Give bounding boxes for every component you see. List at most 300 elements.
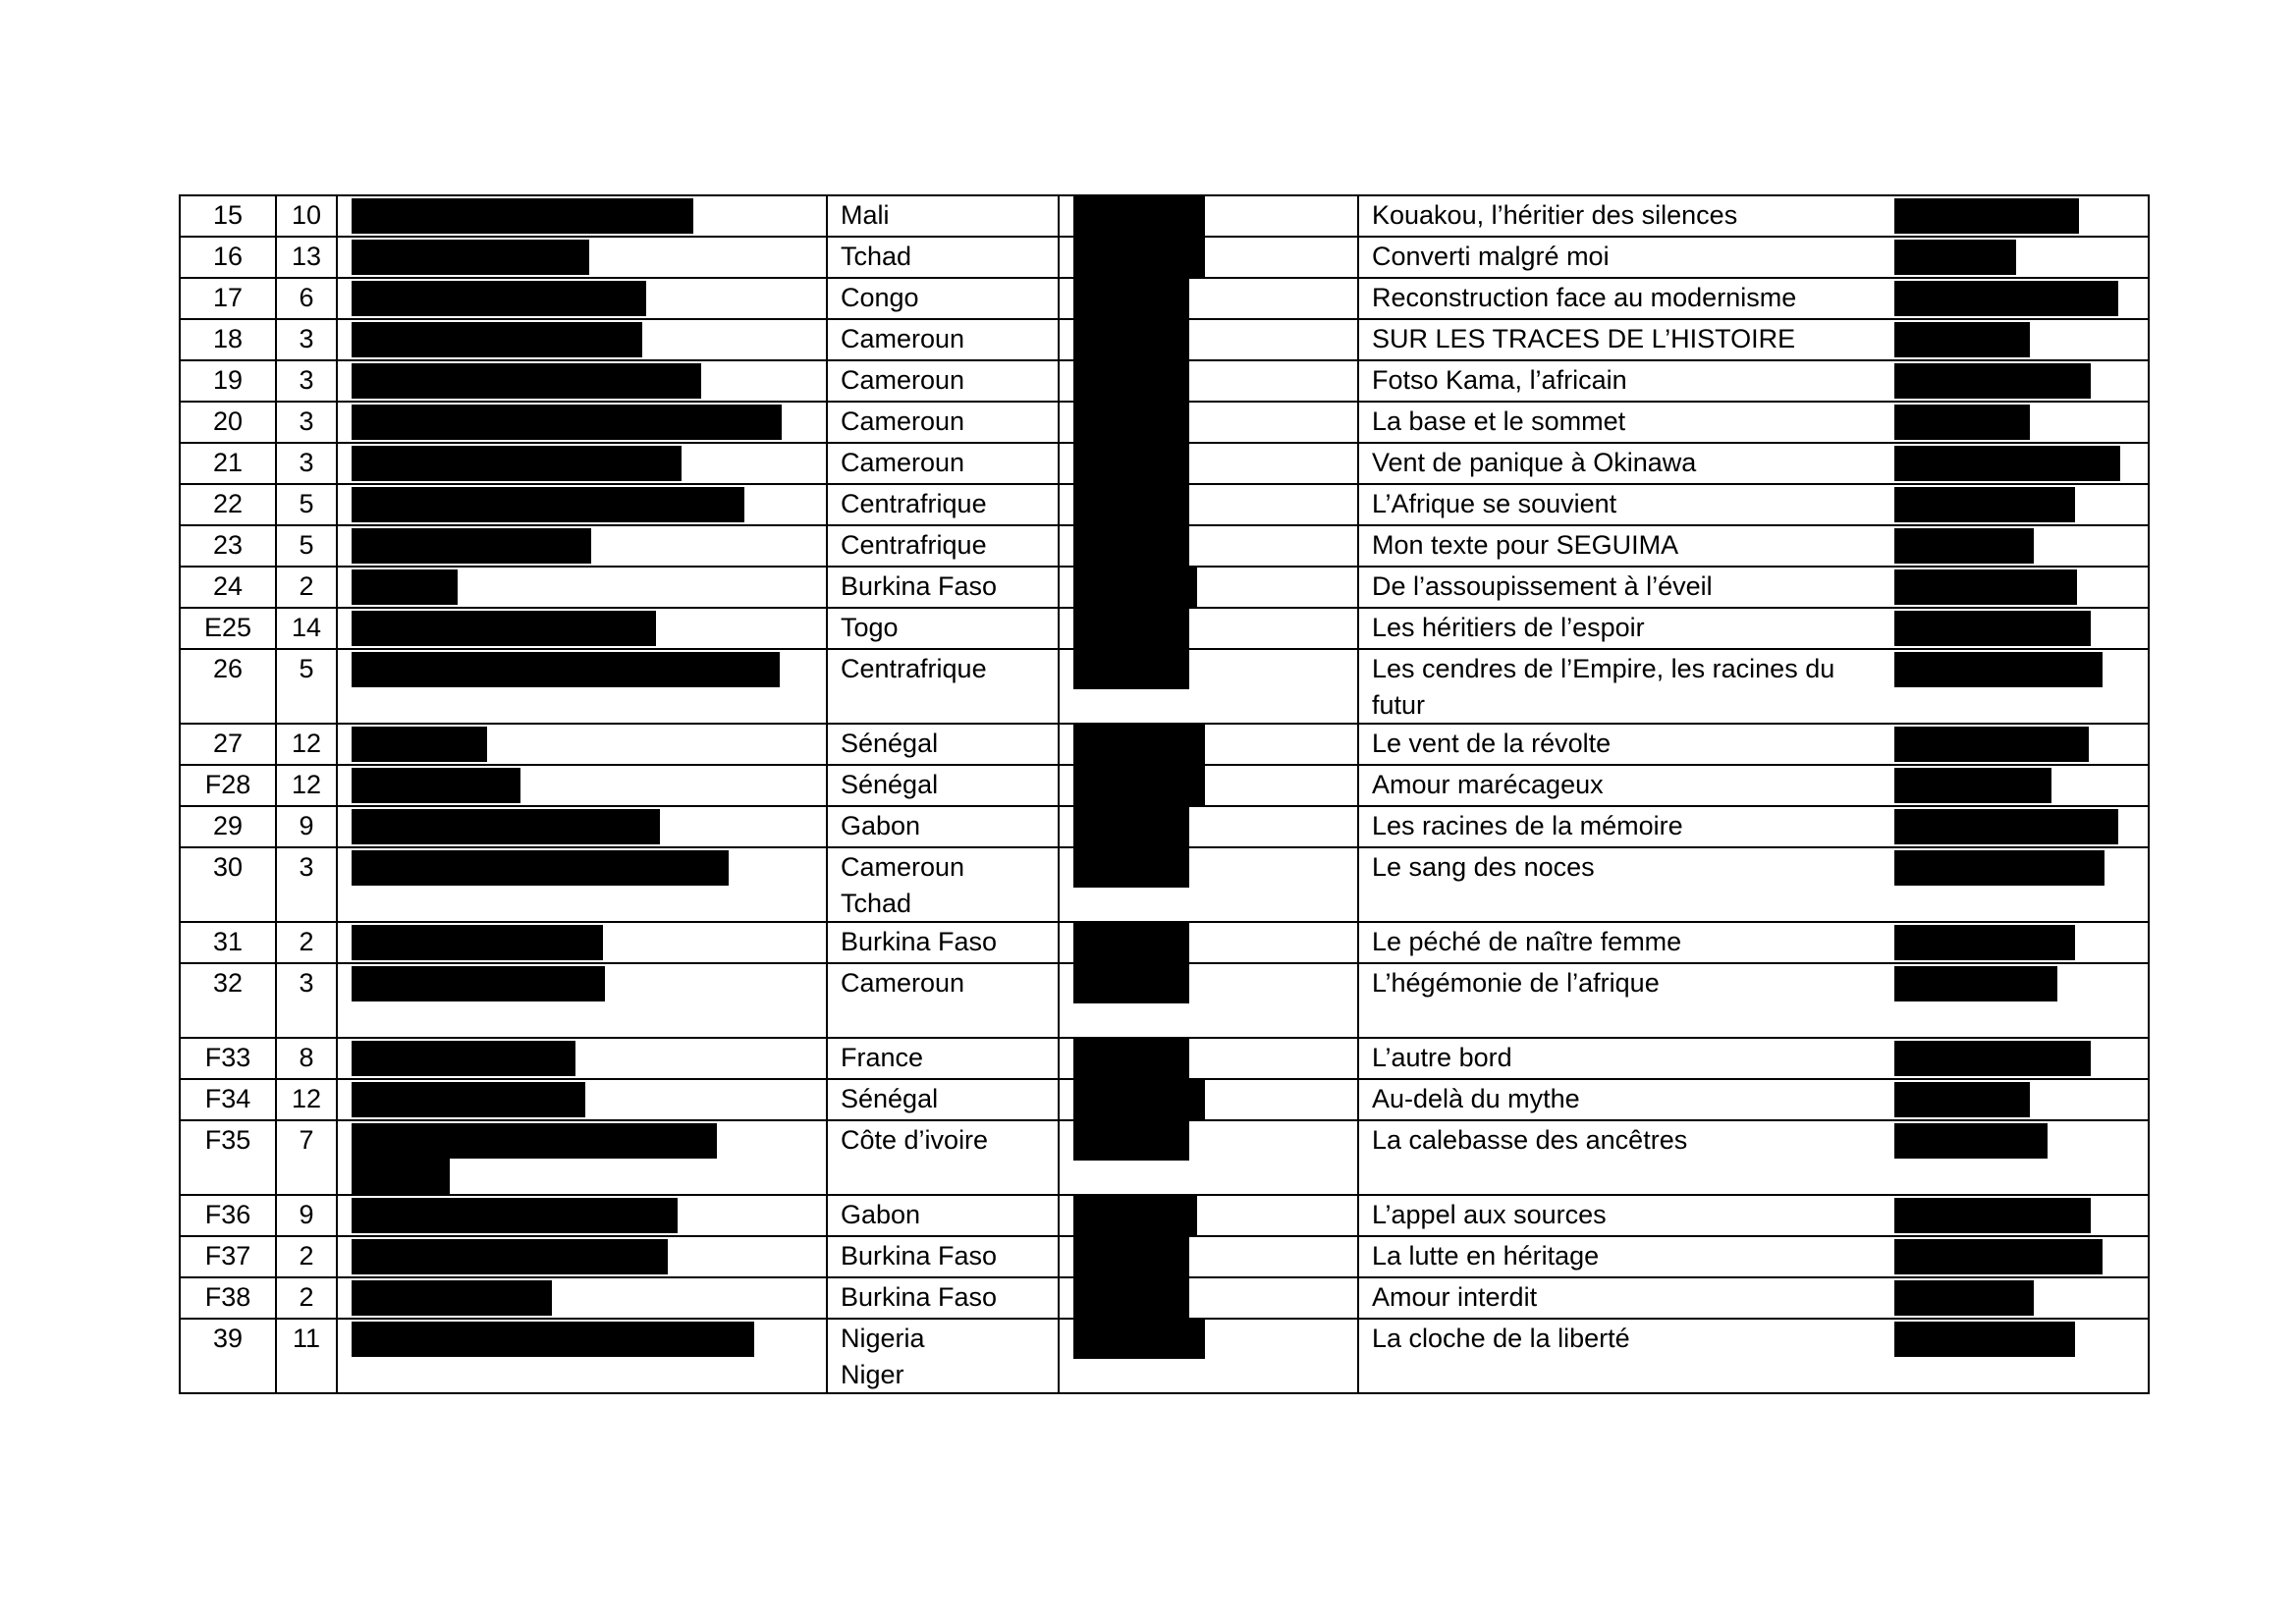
entry-number-cell bbox=[179, 279, 275, 318]
title-cell bbox=[1357, 923, 2150, 962]
redacted-id-cell bbox=[1058, 1278, 1357, 1318]
table-row bbox=[179, 1318, 2150, 1394]
entry-number: 31 bbox=[212, 927, 244, 956]
entry-number-cell bbox=[179, 848, 275, 921]
entry-number-cell bbox=[179, 403, 275, 442]
redaction-block bbox=[1073, 1196, 1197, 1237]
country-name: Burkina Faso bbox=[841, 927, 998, 956]
redaction-block bbox=[1073, 1237, 1189, 1278]
title-cell bbox=[1357, 1320, 2150, 1392]
country-cell bbox=[826, 320, 1058, 359]
redaction-block bbox=[352, 446, 682, 481]
redaction-block bbox=[1073, 361, 1189, 403]
table-row bbox=[179, 607, 2150, 648]
country-name: Tchad bbox=[841, 242, 912, 271]
redaction-block bbox=[1073, 279, 1189, 320]
entry-title: La calebasse des ancêtres bbox=[1372, 1125, 1688, 1155]
entry-number: 19 bbox=[212, 365, 244, 395]
redaction-block bbox=[1894, 809, 2118, 844]
redaction-block bbox=[1894, 1082, 2030, 1117]
redaction-block bbox=[1073, 923, 1189, 964]
entry-number-cell bbox=[179, 964, 275, 1037]
table-row bbox=[179, 318, 2150, 359]
country-name: Burkina Faso bbox=[841, 571, 998, 601]
title-cell bbox=[1357, 238, 2150, 277]
entry-count-cell bbox=[275, 1278, 336, 1318]
redaction-block bbox=[352, 966, 605, 1001]
entry-title: Les héritiers de l’espoir bbox=[1372, 613, 1645, 642]
entry-number: 17 bbox=[212, 283, 244, 312]
redaction-block bbox=[352, 322, 642, 357]
country-name: France bbox=[841, 1043, 924, 1072]
country-cell bbox=[826, 279, 1058, 318]
entry-count-cell bbox=[275, 526, 336, 566]
redacted-name-cell bbox=[336, 1237, 826, 1276]
entry-count: 5 bbox=[299, 530, 314, 560]
country-name: Sénégal bbox=[841, 770, 939, 799]
entry-number: 21 bbox=[212, 448, 244, 477]
redaction-block bbox=[1894, 966, 2057, 1001]
redaction-block bbox=[1073, 725, 1205, 766]
title-cell bbox=[1357, 485, 2150, 524]
redaction-block bbox=[1073, 609, 1189, 650]
title-cell bbox=[1357, 403, 2150, 442]
redacted-name-cell bbox=[336, 650, 826, 723]
redacted-id-cell bbox=[1058, 444, 1357, 483]
redacted-id-cell bbox=[1058, 361, 1357, 401]
redacted-id-cell bbox=[1058, 1121, 1357, 1194]
redacted-name-cell bbox=[336, 444, 826, 483]
entry-count-cell bbox=[275, 1320, 336, 1392]
redacted-name-cell bbox=[336, 807, 826, 846]
redacted-id-cell bbox=[1058, 1320, 1357, 1392]
country-cell bbox=[826, 1039, 1058, 1078]
redaction-block bbox=[352, 281, 646, 316]
entry-count: 8 bbox=[299, 1043, 314, 1072]
entry-number-cell bbox=[179, 1278, 275, 1318]
table-row bbox=[179, 846, 2150, 921]
entry-count-cell bbox=[275, 1080, 336, 1119]
redacted-name-cell bbox=[336, 964, 826, 1037]
entry-count-cell bbox=[275, 485, 336, 524]
entry-number: F36 bbox=[204, 1200, 251, 1229]
redaction-block bbox=[1073, 964, 1189, 1003]
redaction-block bbox=[352, 1322, 754, 1357]
country-name: Burkina Faso bbox=[841, 1282, 998, 1312]
country-cell bbox=[826, 403, 1058, 442]
entry-count-cell bbox=[275, 196, 336, 236]
country-name: Tchad bbox=[841, 889, 912, 918]
table-row bbox=[179, 1235, 2150, 1276]
entry-number-cell bbox=[179, 568, 275, 607]
title-cell bbox=[1357, 1237, 2150, 1276]
entry-count: 3 bbox=[299, 852, 314, 882]
entry-count-cell bbox=[275, 609, 336, 648]
entry-number: F33 bbox=[204, 1043, 251, 1072]
redaction-block bbox=[1894, 198, 2079, 234]
redaction-block bbox=[1894, 611, 2091, 646]
title-cell bbox=[1357, 609, 2150, 648]
table-row bbox=[179, 401, 2150, 442]
redaction-block bbox=[1073, 1278, 1189, 1320]
entry-number-cell bbox=[179, 609, 275, 648]
country-cell bbox=[826, 923, 1058, 962]
country-cell bbox=[826, 1278, 1058, 1318]
country-name: Côte d’ivoire bbox=[841, 1125, 989, 1155]
country-cell bbox=[826, 485, 1058, 524]
redaction-block bbox=[1894, 569, 2077, 605]
country-cell bbox=[826, 807, 1058, 846]
entry-title: Vent de panique à Okinawa bbox=[1372, 448, 1697, 477]
redaction-block bbox=[1894, 405, 2030, 440]
entry-count: 12 bbox=[291, 729, 322, 758]
redaction-block bbox=[352, 727, 487, 762]
redaction-block bbox=[352, 925, 603, 960]
redaction-block bbox=[1073, 238, 1205, 279]
entry-number-cell bbox=[179, 1039, 275, 1078]
redaction-block bbox=[352, 1198, 678, 1233]
table-row bbox=[179, 566, 2150, 607]
entry-title: Fotso Kama, l’africain bbox=[1372, 365, 1627, 395]
title-cell bbox=[1357, 964, 2150, 1037]
entry-count: 2 bbox=[299, 571, 314, 601]
redacted-id-cell bbox=[1058, 403, 1357, 442]
redaction-block bbox=[1073, 807, 1189, 848]
redaction-block bbox=[1894, 1198, 2091, 1233]
title-cell bbox=[1357, 196, 2150, 236]
entry-title: SUR LES TRACES DE L’HISTOIRE bbox=[1372, 324, 1796, 353]
redaction-block bbox=[1894, 1239, 2103, 1274]
title-cell bbox=[1357, 1278, 2150, 1318]
country-name: Sénégal bbox=[841, 729, 939, 758]
redacted-name-cell bbox=[336, 725, 826, 764]
entry-count-cell bbox=[275, 1121, 336, 1194]
entry-number: 32 bbox=[212, 968, 244, 998]
redaction-block bbox=[352, 198, 693, 234]
country-name: Cameroun bbox=[841, 406, 965, 436]
entry-number: 26 bbox=[212, 654, 244, 683]
redaction-block bbox=[1894, 1280, 2034, 1316]
country-name: Cameroun bbox=[841, 968, 965, 998]
entry-number: 20 bbox=[212, 406, 244, 436]
redaction-block bbox=[1073, 196, 1205, 238]
redaction-block bbox=[352, 1159, 450, 1194]
country-name: Togo bbox=[841, 613, 899, 642]
redacted-name-cell bbox=[336, 320, 826, 359]
redacted-id-cell bbox=[1058, 568, 1357, 607]
redaction-block bbox=[1073, 848, 1189, 888]
entry-count-cell bbox=[275, 279, 336, 318]
country-name: Congo bbox=[841, 283, 919, 312]
entry-number: 22 bbox=[212, 489, 244, 518]
redacted-name-cell bbox=[336, 848, 826, 921]
redaction-block bbox=[352, 809, 660, 844]
country-cell bbox=[826, 650, 1058, 723]
entry-count: 5 bbox=[299, 489, 314, 518]
redaction-block bbox=[352, 1082, 585, 1117]
entry-count-cell bbox=[275, 444, 336, 483]
country-name: Centrafrique bbox=[841, 530, 987, 560]
country-name: Nigeria bbox=[841, 1324, 925, 1353]
redacted-id-cell bbox=[1058, 848, 1357, 921]
entry-number-cell bbox=[179, 1237, 275, 1276]
redaction-block bbox=[1894, 850, 2105, 886]
entry-title: Le sang des noces bbox=[1372, 852, 1595, 882]
redacted-name-cell bbox=[336, 1039, 826, 1078]
redacted-id-cell bbox=[1058, 807, 1357, 846]
redacted-name-cell bbox=[336, 609, 826, 648]
redaction-block bbox=[352, 1239, 668, 1274]
country-cell bbox=[826, 848, 1058, 921]
entry-count: 2 bbox=[299, 1282, 314, 1312]
entry-title: futur bbox=[1372, 690, 1426, 720]
redaction-block bbox=[1073, 1121, 1189, 1161]
redacted-id-cell bbox=[1058, 650, 1357, 723]
title-cell bbox=[1357, 807, 2150, 846]
redacted-id-cell bbox=[1058, 725, 1357, 764]
country-cell bbox=[826, 361, 1058, 401]
country-name: Burkina Faso bbox=[841, 1241, 998, 1271]
table-row bbox=[179, 236, 2150, 277]
title-cell bbox=[1357, 650, 2150, 723]
country-cell bbox=[826, 444, 1058, 483]
table-row bbox=[179, 921, 2150, 962]
entry-number-cell bbox=[179, 807, 275, 846]
country-cell bbox=[826, 238, 1058, 277]
entry-count: 3 bbox=[299, 448, 314, 477]
redaction-block bbox=[352, 363, 701, 399]
entry-count-cell bbox=[275, 725, 336, 764]
country-name: Gabon bbox=[841, 1200, 921, 1229]
entry-count: 11 bbox=[292, 1324, 321, 1353]
table-row bbox=[179, 1276, 2150, 1318]
redaction-block bbox=[1894, 768, 2051, 803]
redacted-name-cell bbox=[336, 923, 826, 962]
country-cell bbox=[826, 568, 1058, 607]
entry-title: L’hégémonie de l’afrique bbox=[1372, 968, 1660, 998]
title-cell bbox=[1357, 1080, 2150, 1119]
title-cell bbox=[1357, 848, 2150, 921]
entry-title: Au-delà du mythe bbox=[1372, 1084, 1580, 1113]
entry-number: 39 bbox=[212, 1324, 244, 1353]
entry-number-cell bbox=[179, 238, 275, 277]
redaction-block bbox=[352, 569, 458, 605]
table-row bbox=[179, 524, 2150, 566]
entry-count: 3 bbox=[299, 324, 314, 353]
entry-number-cell bbox=[179, 485, 275, 524]
country-cell bbox=[826, 196, 1058, 236]
redaction-block bbox=[1894, 281, 2118, 316]
entry-title: La base et le sommet bbox=[1372, 406, 1626, 436]
entry-number: F34 bbox=[204, 1084, 251, 1113]
title-cell bbox=[1357, 1121, 2150, 1194]
redaction-block bbox=[352, 1123, 717, 1159]
entry-count-cell bbox=[275, 766, 336, 805]
entry-number-cell bbox=[179, 320, 275, 359]
title-cell bbox=[1357, 279, 2150, 318]
title-cell bbox=[1357, 320, 2150, 359]
entry-count-cell bbox=[275, 923, 336, 962]
title-cell bbox=[1357, 568, 2150, 607]
redaction-block bbox=[1073, 766, 1205, 807]
country-cell bbox=[826, 1237, 1058, 1276]
entry-count: 12 bbox=[291, 770, 322, 799]
title-cell bbox=[1357, 1196, 2150, 1235]
redaction-block bbox=[352, 1041, 575, 1076]
redaction-block bbox=[1894, 652, 2103, 687]
entry-count: 12 bbox=[291, 1084, 322, 1113]
country-cell bbox=[826, 1196, 1058, 1235]
redacted-name-cell bbox=[336, 279, 826, 318]
entry-title: Mon texte pour SEGUIMA bbox=[1372, 530, 1679, 560]
redacted-id-cell bbox=[1058, 526, 1357, 566]
redaction-block bbox=[1894, 240, 2016, 275]
entry-title: Converti malgré moi bbox=[1372, 242, 1610, 271]
country-name: Niger bbox=[841, 1360, 904, 1389]
redacted-name-cell bbox=[336, 1080, 826, 1119]
entries-table bbox=[179, 194, 2150, 1404]
redacted-name-cell bbox=[336, 361, 826, 401]
table-row bbox=[179, 962, 2150, 1037]
redaction-block bbox=[1894, 487, 2075, 522]
entry-number: 23 bbox=[212, 530, 244, 560]
redaction-block bbox=[1073, 526, 1189, 568]
entry-title: Le vent de la révolte bbox=[1372, 729, 1612, 758]
entry-count-cell bbox=[275, 403, 336, 442]
redaction-block bbox=[352, 850, 729, 886]
redacted-id-cell bbox=[1058, 279, 1357, 318]
redacted-id-cell bbox=[1058, 923, 1357, 962]
entry-title: L’Afrique se souvient bbox=[1372, 489, 1617, 518]
country-cell bbox=[826, 964, 1058, 1037]
entry-count: 3 bbox=[299, 968, 314, 998]
redaction-block bbox=[1894, 727, 2089, 762]
entry-number-cell bbox=[179, 650, 275, 723]
redaction-block bbox=[1894, 1322, 2075, 1357]
entry-number-cell bbox=[179, 196, 275, 236]
table-row bbox=[179, 1119, 2150, 1194]
entry-count: 2 bbox=[299, 927, 314, 956]
country-cell bbox=[826, 609, 1058, 648]
entry-title: Le péché de naître femme bbox=[1372, 927, 1682, 956]
redacted-id-cell bbox=[1058, 1039, 1357, 1078]
redacted-name-cell bbox=[336, 1121, 826, 1194]
table-row bbox=[179, 442, 2150, 483]
entry-count-cell bbox=[275, 1237, 336, 1276]
table-row bbox=[179, 723, 2150, 764]
entry-count: 9 bbox=[299, 811, 314, 840]
redaction-block bbox=[352, 768, 520, 803]
entry-number: 24 bbox=[212, 571, 244, 601]
redaction-block bbox=[1073, 1080, 1205, 1121]
entry-number: 15 bbox=[212, 200, 244, 230]
redaction-block bbox=[1073, 320, 1189, 361]
entry-count: 3 bbox=[299, 406, 314, 436]
redacted-id-cell bbox=[1058, 1196, 1357, 1235]
redacted-name-cell bbox=[336, 526, 826, 566]
redaction-block bbox=[352, 1280, 552, 1316]
country-cell bbox=[826, 526, 1058, 566]
country-name: Cameroun bbox=[841, 448, 965, 477]
entry-count: 13 bbox=[291, 242, 322, 271]
redaction-block bbox=[352, 611, 656, 646]
entry-number-cell bbox=[179, 766, 275, 805]
table-row bbox=[179, 764, 2150, 805]
redaction-block bbox=[1894, 363, 2091, 399]
entry-title: Reconstruction face au modernisme bbox=[1372, 283, 1797, 312]
redacted-name-cell bbox=[336, 766, 826, 805]
redaction-block bbox=[1073, 403, 1189, 444]
redaction-block bbox=[1894, 925, 2075, 960]
title-cell bbox=[1357, 526, 2150, 566]
redaction-block bbox=[1073, 650, 1189, 689]
redacted-id-cell bbox=[1058, 1237, 1357, 1276]
table-row bbox=[179, 194, 2150, 236]
entry-number-cell bbox=[179, 725, 275, 764]
title-cell bbox=[1357, 766, 2150, 805]
entry-count-cell bbox=[275, 848, 336, 921]
entry-count-cell bbox=[275, 964, 336, 1037]
country-name: Mali bbox=[841, 200, 890, 230]
redaction-block bbox=[1073, 1039, 1189, 1080]
table-row bbox=[179, 483, 2150, 524]
country-cell bbox=[826, 725, 1058, 764]
entry-count: 7 bbox=[299, 1125, 314, 1155]
redacted-name-cell bbox=[336, 403, 826, 442]
country-name: Sénégal bbox=[841, 1084, 939, 1113]
entry-number: F28 bbox=[204, 770, 251, 799]
redacted-id-cell bbox=[1058, 320, 1357, 359]
entry-title: Les racines de la mémoire bbox=[1372, 811, 1683, 840]
redacted-name-cell bbox=[336, 568, 826, 607]
entry-title: Amour marécageux bbox=[1372, 770, 1604, 799]
entry-count-cell bbox=[275, 807, 336, 846]
entry-title: Amour interdit bbox=[1372, 1282, 1538, 1312]
entry-title: La lutte en héritage bbox=[1372, 1241, 1600, 1271]
entry-number: F37 bbox=[204, 1241, 251, 1271]
entry-number-cell bbox=[179, 444, 275, 483]
entry-number: 27 bbox=[212, 729, 244, 758]
entry-count: 3 bbox=[299, 365, 314, 395]
redacted-id-cell bbox=[1058, 766, 1357, 805]
redaction-block bbox=[1894, 1123, 2048, 1159]
redaction-block bbox=[352, 240, 589, 275]
entry-count: 9 bbox=[299, 1200, 314, 1229]
redaction-block bbox=[1894, 528, 2034, 564]
entry-number-cell bbox=[179, 923, 275, 962]
entry-title: De l’assoupissement à l’éveil bbox=[1372, 571, 1713, 601]
table-row bbox=[179, 1037, 2150, 1078]
country-name: Cameroun bbox=[841, 852, 965, 882]
entry-number: 30 bbox=[212, 852, 244, 882]
entry-count-cell bbox=[275, 361, 336, 401]
redacted-id-cell bbox=[1058, 485, 1357, 524]
entry-count-cell bbox=[275, 238, 336, 277]
redaction-block bbox=[352, 528, 591, 564]
country-cell bbox=[826, 1320, 1058, 1392]
redacted-name-cell bbox=[336, 196, 826, 236]
redacted-id-cell bbox=[1058, 609, 1357, 648]
entry-number-cell bbox=[179, 361, 275, 401]
table-row bbox=[179, 805, 2150, 846]
redaction-block bbox=[1073, 485, 1189, 526]
redaction-block bbox=[1894, 322, 2030, 357]
country-name: Centrafrique bbox=[841, 654, 987, 683]
entry-title: L’autre bord bbox=[1372, 1043, 1512, 1072]
title-cell bbox=[1357, 725, 2150, 764]
table-row bbox=[179, 1078, 2150, 1119]
entry-number: 29 bbox=[212, 811, 244, 840]
